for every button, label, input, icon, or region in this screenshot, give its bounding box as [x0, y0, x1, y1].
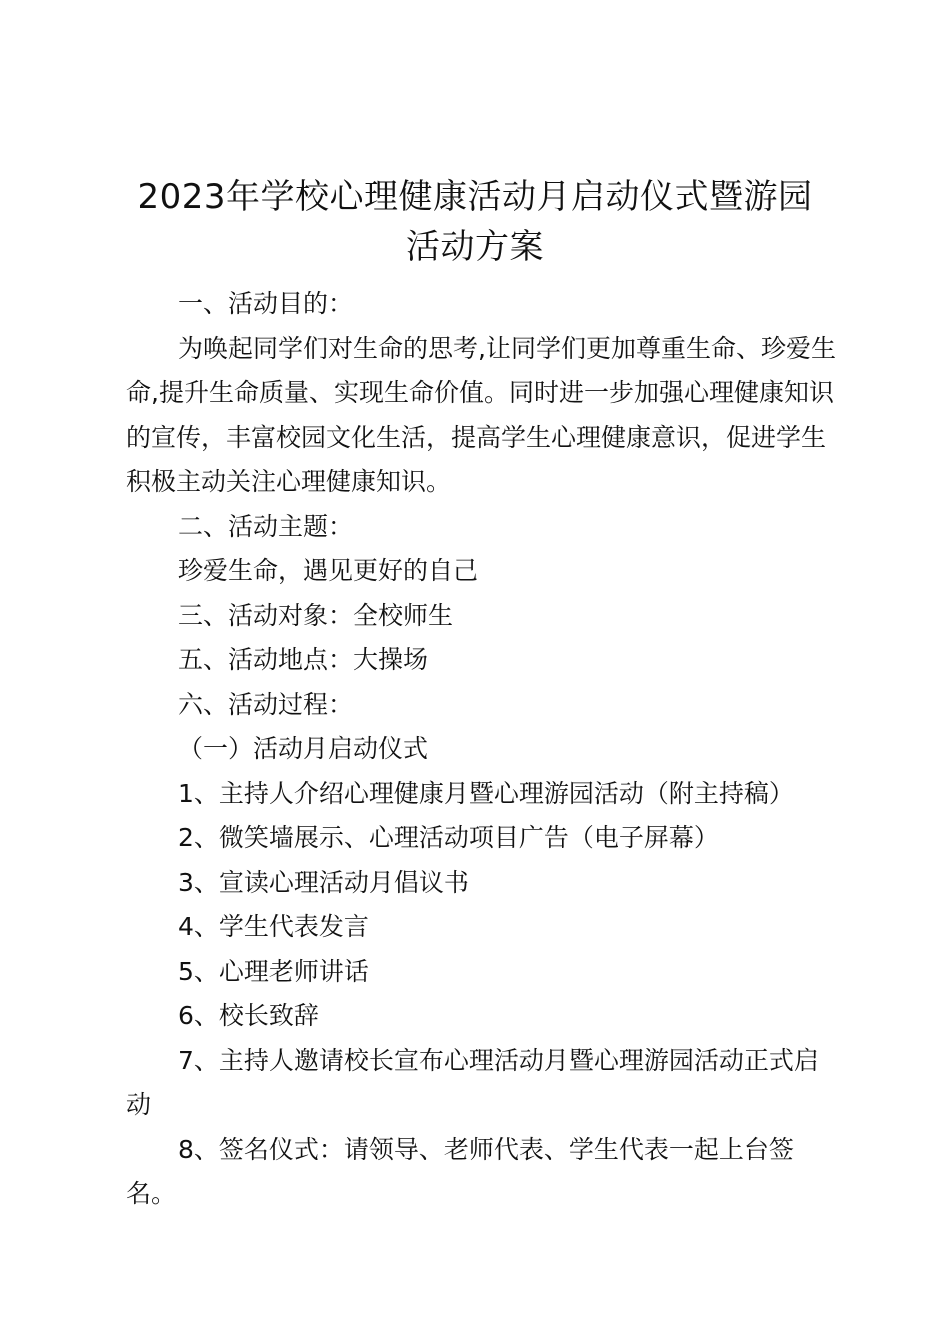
list-item: 3、宣读心理活动月倡议书 — [178, 867, 469, 897]
section-heading-purpose: 一、活动目的： — [178, 289, 354, 318]
section-location: 五、活动地点：大操场 — [178, 645, 429, 674]
list-item: 8、签名仪式：请领导、老师代表、学生代表一起上台签名。 — [126, 1134, 794, 1208]
section-heading-process: 六、活动过程： — [178, 689, 354, 719]
subsection-heading: （一）活动月启动仪式 — [178, 734, 429, 763]
theme-text: 珍爱生命，遇见更好的自己 — [178, 556, 479, 585]
purpose-paragraph: 为唤起同学们对生命的思考,让同学们更加尊重生命、珍爱生命,提升生命质量、实现生命价值。同时进一步加强心理健康知识的宣传，丰富校园文化生活，提高学生心理健康意识，促进学生积极主动关注心理健康知识。 — [126, 333, 836, 496]
document-body — [126, 282, 836, 1217]
list-item: 5、心理老师讲话 — [178, 956, 369, 986]
document-title — [100, 172, 850, 272]
title-line-1: 2023年学校心理健康活动月启动仪式暨游园 — [137, 177, 813, 217]
list-item: 1、主持人介绍心理健康月暨心理游园活动（附主持稿） — [178, 778, 794, 808]
list-item: 2、微笑墙展示、心理活动项目广告（电子屏幕） — [178, 823, 719, 852]
list-item: 7、主持人邀请校长宣布心理活动月暨心理游园活动正式启动 — [126, 1045, 819, 1119]
list-item: 6、校长致辞 — [178, 1001, 319, 1030]
section-heading-theme: 二、活动主题： — [178, 511, 354, 541]
section-audience: 三、活动对象：全校师生 — [178, 600, 454, 630]
list-item: 4、学生代表发言 — [178, 912, 369, 941]
title-line-2: 活动方案 — [406, 227, 544, 267]
